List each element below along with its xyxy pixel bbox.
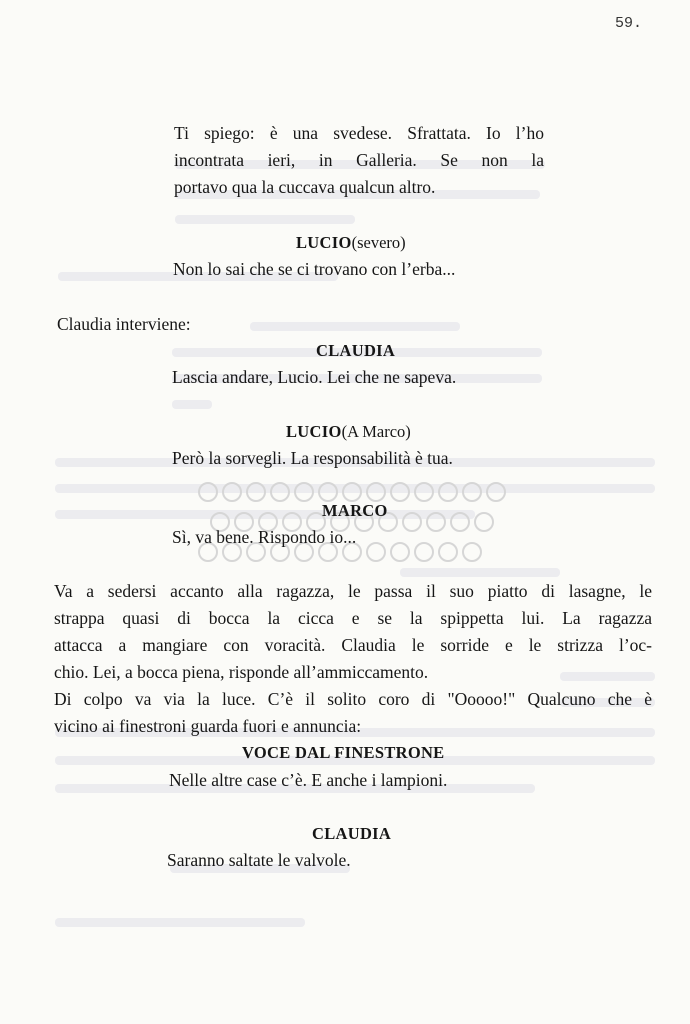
action-line: Di colpo va via la luce. C’è il solito coro di "Ooooo!" Qualcuno che è <box>54 689 652 709</box>
speaker-name: CLAUDIA <box>316 341 396 360</box>
speaker-cue <box>312 823 391 845</box>
action-line: Va a sedersi accanto alla ragazza, le passa il suo piatto di lasagne, le <box>54 581 652 601</box>
dialogue-line: Ti spiego: è una svedese. Sfrattata. Io l’ho <box>174 123 544 143</box>
parenthetical: (severo) <box>351 233 406 252</box>
speaker-cue <box>316 340 395 362</box>
dialogue-line: Sì, va bene. Rispondo io... <box>172 527 357 547</box>
action-line: strappa quasi di bocca la cicca e se la spippetta lui. La ragazza <box>54 608 652 628</box>
page-number: 59. <box>614 15 642 32</box>
speaker-name: LUCIO <box>286 422 342 441</box>
speaker-name: VOCE DAL FINESTRONE <box>242 743 445 762</box>
speaker-name: LUCIO <box>296 233 352 252</box>
speaker-cue <box>322 500 388 522</box>
dialogue-line: Nelle altre case c’è. E anche i lampioni. <box>169 770 448 790</box>
parenthetical: (A Marco) <box>341 422 411 441</box>
stage-direction: Claudia interviene: <box>57 314 191 334</box>
speaker-cue <box>242 742 445 764</box>
speaker-name: CLAUDIA <box>312 824 392 843</box>
speaker-name: MARCO <box>322 501 388 520</box>
action-line: attacca a mangiare con voracità. Claudia le sorride e le strizza l’oc- <box>54 635 652 655</box>
dialogue-line: Saranno saltate le valvole. <box>167 850 351 870</box>
dialogue-line: portavo qua la cuccava qualcun altro. <box>174 177 436 197</box>
action-line: vicino ai finestroni guarda fuori e annuncia: <box>54 716 362 736</box>
dialogue-line: Non lo sai che se ci trovano con l’erba... <box>173 259 456 279</box>
dialogue-line: Però la sorvegli. La responsabilità è tua. <box>172 448 453 468</box>
speaker-cue <box>286 421 411 443</box>
speaker-cue <box>296 232 406 254</box>
dialogue-line: incontrata ieri, in Galleria. Se non la <box>174 150 544 170</box>
action-line: chio. Lei, a bocca piena, risponde all’ammiccamento. <box>54 662 429 682</box>
dialogue-line: Lascia andare, Lucio. Lei che ne sapeva. <box>172 367 457 387</box>
